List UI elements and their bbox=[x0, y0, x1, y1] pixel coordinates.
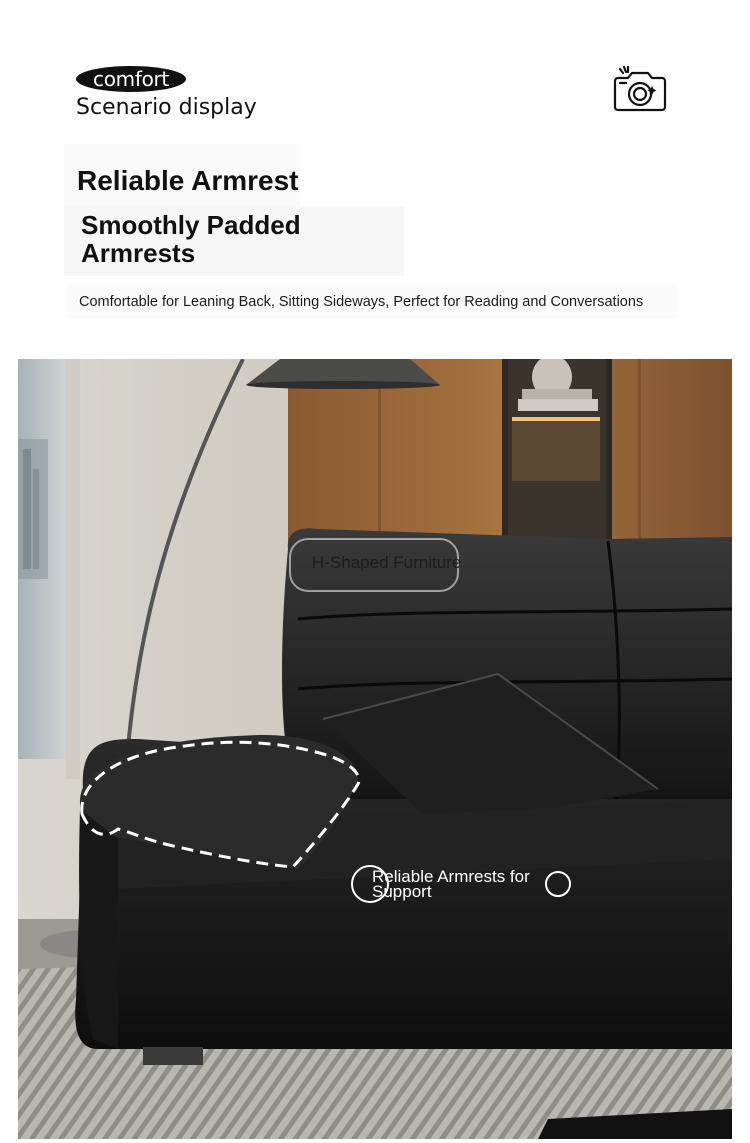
headline: Smoothly Padded Armrests bbox=[81, 210, 301, 268]
section-subtitle: Scenario display bbox=[76, 95, 257, 120]
description: Comfortable for Leaning Back, Sitting Sideways, Perfect for Reading and Conversations bbox=[79, 294, 644, 310]
comfort-badge: comfort bbox=[76, 66, 186, 92]
label-h-shaped-furniture: H-Shaped Furniture bbox=[312, 553, 462, 572]
label-reliable-armrests: Reliable Armrests for Support bbox=[372, 867, 530, 901]
sofa-scene-image bbox=[18, 359, 732, 1139]
camera-icon bbox=[612, 64, 670, 116]
page-title: Reliable Armrest bbox=[77, 165, 299, 196]
